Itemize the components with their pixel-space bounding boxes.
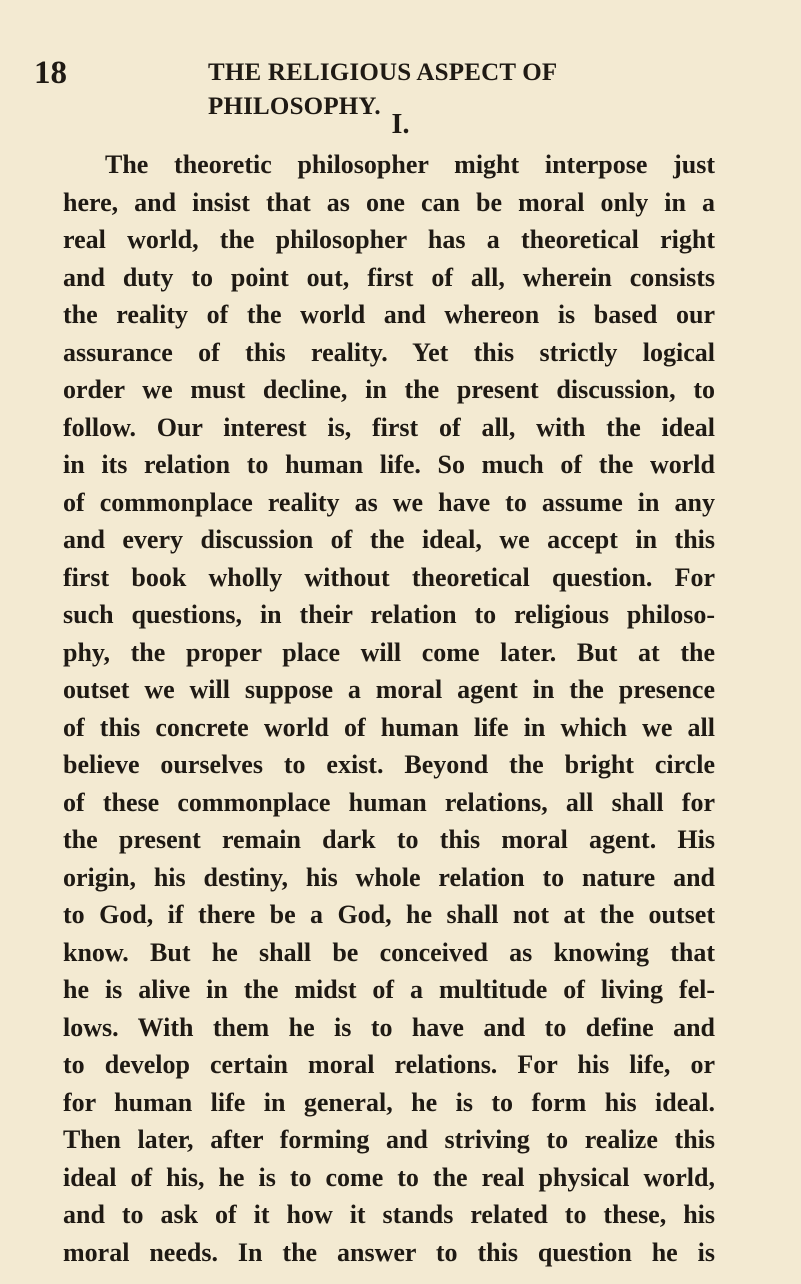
text-line: assurance of this reality. Yet this strictly logical bbox=[63, 337, 715, 367]
text-line: of this concrete world of human life in which we all bbox=[63, 712, 715, 742]
text-line: he is alive in the midst of a multitude of living fel- bbox=[63, 975, 715, 1004]
running-title: THE RELIGIOUS ASPECT OF PHILOSOPHY. bbox=[208, 59, 557, 120]
text-line: and duty to point out, first of all, wherein consists bbox=[63, 262, 715, 292]
text-line: moral needs. In the answer to this question he is bbox=[63, 1237, 715, 1267]
text-line: for human life in general, he is to form his ideal. bbox=[63, 1087, 715, 1117]
text-line: and to ask of it how it stands related to these, his bbox=[63, 1200, 715, 1229]
text-line: outset we will suppose a moral agent in the presence bbox=[63, 675, 715, 704]
text-line: of these commonplace human relations, all shall for bbox=[63, 787, 715, 817]
text-line: first book wholly without theoretical question. For bbox=[63, 562, 715, 592]
text-line: here, and insist that as one can be moral only in a bbox=[63, 187, 715, 217]
running-head bbox=[34, 55, 695, 120]
text-line: and every discussion of the ideal, we accept in this bbox=[63, 525, 715, 554]
text-line: origin, his destiny, his whole relation to nature and bbox=[63, 862, 715, 892]
text-line: order we must decline, in the present discussion, to bbox=[63, 375, 715, 404]
text-line: the reality of the world and whereon is based our bbox=[63, 300, 715, 329]
text-line: lows. With them he is to have and to define and bbox=[63, 1012, 715, 1042]
text-line: ideal of his, he is to come to the real physical world, bbox=[63, 1162, 715, 1192]
text-line: the present remain dark to this moral agent. His bbox=[63, 825, 715, 854]
text-line: to develop certain moral relations. For his life, or bbox=[63, 1050, 715, 1079]
text-line: believe ourselves to exist. Beyond the bright circle bbox=[63, 750, 715, 779]
text-line: know. But he shall be conceived as knowing that bbox=[63, 937, 715, 967]
text-line: in its relation to human life. So much of the world bbox=[63, 450, 715, 479]
text-line: Then later, after forming and striving to realize this bbox=[63, 1125, 715, 1154]
text-line: of commonplace reality as we have to assume in any bbox=[63, 487, 715, 517]
text-line: real world, the philosopher has a theoretical right bbox=[63, 225, 715, 254]
text-line: such questions, in their relation to religious philoso- bbox=[63, 600, 715, 629]
page-number: 18 bbox=[34, 55, 67, 91]
body-paragraph bbox=[63, 146, 715, 1271]
text-line: follow. Our interest is, first of all, with the ideal bbox=[63, 412, 715, 442]
text-line: phy, the proper place will come later. But at the bbox=[63, 637, 715, 667]
section-heading: I. bbox=[391, 109, 410, 140]
text-line: to God, if there be a God, he shall not at the outset bbox=[63, 900, 715, 929]
text-line: The theoretic philosopher might interpose just bbox=[105, 150, 715, 179]
